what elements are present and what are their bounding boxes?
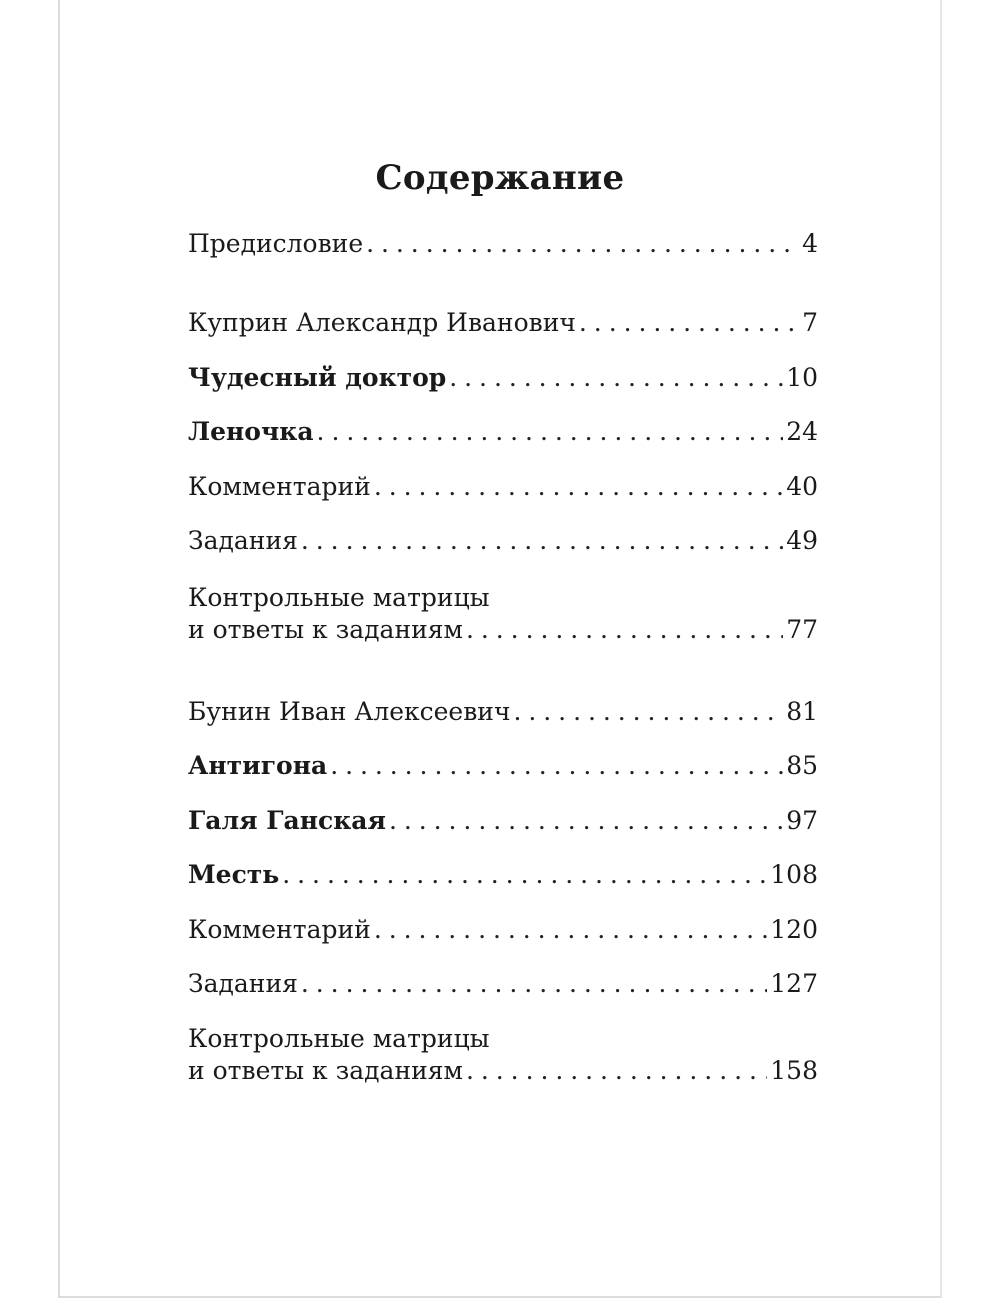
toc-entry-label-line1: Контрольные матрицы [188, 1024, 490, 1053]
toc-entry-label: Предисловие [188, 229, 364, 258]
dot-leader [374, 914, 767, 946]
dot-leader [389, 805, 783, 837]
toc-entry [188, 859, 818, 891]
dot-leader [514, 696, 784, 728]
toc-entry-page: 4 [802, 229, 818, 258]
dot-leader [282, 859, 767, 891]
dot-leader [301, 968, 767, 1000]
toc-entry-page: 77 [786, 615, 818, 644]
dot-leader [366, 228, 799, 260]
dot-leader [449, 362, 783, 394]
dot-leader [466, 1055, 767, 1087]
toc-entry [188, 805, 818, 837]
toc-entry-label: Комментарий [188, 915, 371, 944]
toc-entry [188, 750, 818, 782]
toc-entry-page: 7 [802, 308, 818, 337]
toc-entry [188, 471, 818, 503]
toc-entry-label: и ответы к заданиям [188, 1056, 463, 1085]
dot-leader [466, 614, 783, 646]
toc-entry [188, 914, 818, 946]
toc-entry [188, 968, 818, 1000]
toc-entry-label: Куприн Александр Иванович [188, 308, 576, 337]
dot-leader [374, 471, 783, 503]
toc-entry-label: Комментарий [188, 472, 371, 501]
toc-entry-page: 120 [770, 915, 818, 944]
toc-entry-label: Задания [188, 969, 298, 998]
book-page [58, 0, 942, 1298]
toc-entry-page: 158 [770, 1056, 818, 1085]
toc-entry-label: Бунин Иван Алексеевич [188, 697, 511, 726]
toc-entry [188, 696, 818, 728]
toc-entry-label: и ответы к заданиям [188, 615, 463, 644]
toc-entry-label-line1: Контрольные матрицы [188, 583, 490, 612]
dot-leader [301, 525, 783, 557]
toc-entry-label: Задания [188, 526, 298, 555]
dot-leader [317, 416, 784, 448]
toc-entry-page: 81 [786, 697, 818, 726]
toc-entry [188, 1023, 818, 1087]
toc-entry [188, 582, 818, 646]
toc-entry-label: Леночка [188, 417, 314, 446]
toc-entry-label: Галя Ганская [188, 806, 386, 835]
toc-entry-label: Чудесный доктор [188, 363, 447, 392]
toc-entry-page: 97 [786, 806, 818, 835]
toc-entry-page: 10 [786, 363, 818, 392]
toc-entry-page: 49 [786, 526, 818, 555]
dot-leader [330, 750, 783, 782]
toc-entry [188, 525, 818, 557]
dot-leader [579, 307, 799, 339]
toc-entry-label: Месть [188, 860, 280, 889]
toc-entry-page: 108 [770, 860, 818, 889]
toc-entry-page: 85 [786, 751, 818, 780]
toc-entry [188, 362, 818, 394]
toc-entry [188, 228, 818, 260]
toc-entry-page: 40 [786, 472, 818, 501]
toc-entry-page: 127 [770, 969, 818, 998]
toc-entry [188, 307, 818, 339]
toc-entry-page: 24 [786, 417, 818, 446]
page-title: Содержание [375, 158, 625, 198]
toc-entry-label: Антигона [188, 751, 328, 780]
toc-entry [188, 416, 818, 448]
